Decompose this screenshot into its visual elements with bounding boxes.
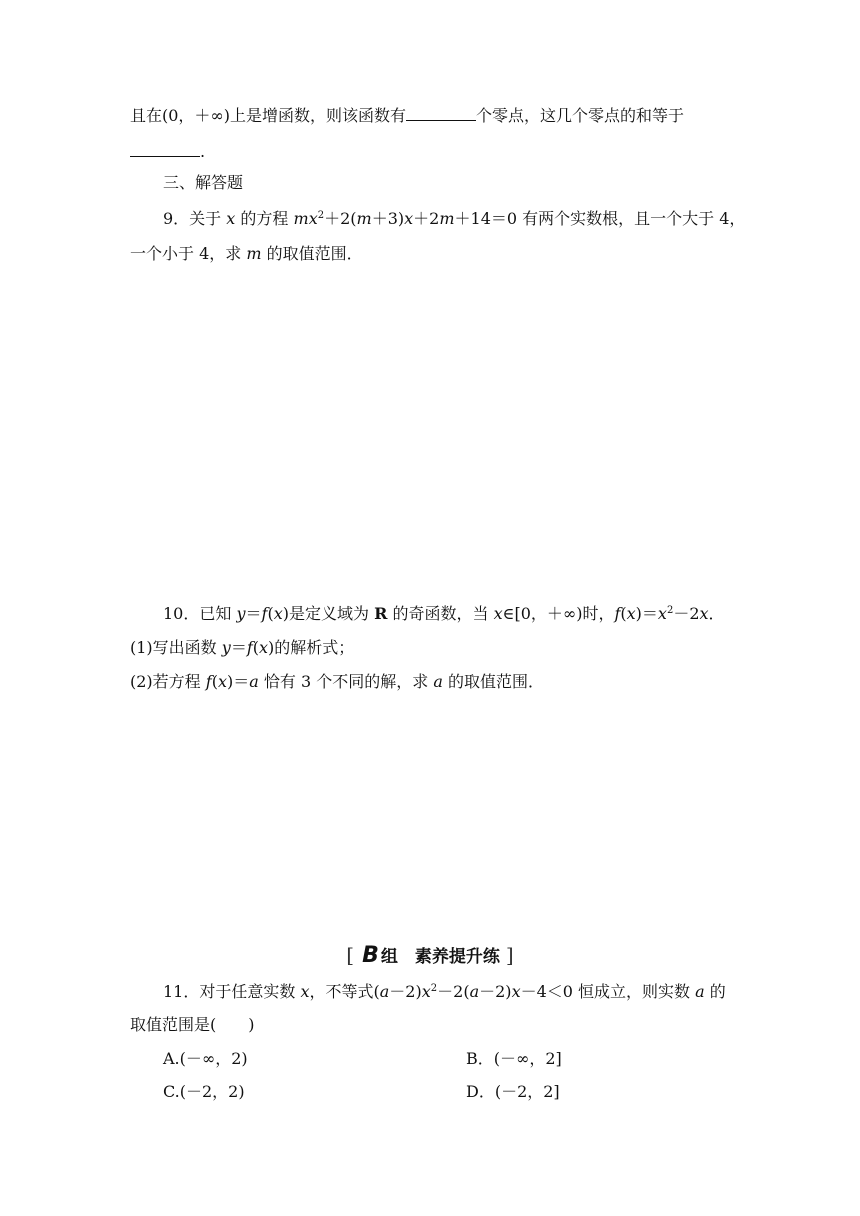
q8-text-a: 且在(0，＋∞)上是增函数，则该函数有: [130, 106, 406, 125]
q10-var: x: [626, 604, 636, 623]
q10-text: (2)若方程: [130, 672, 201, 691]
q10-text: (: [267, 604, 274, 623]
q9-text: 的取值范围．: [266, 244, 363, 263]
q11-text: 的: [709, 982, 726, 1001]
q11-option-a-label: A.(－∞，2): [163, 1049, 248, 1068]
q10-var: f: [614, 604, 621, 623]
q10-text: 的奇函数，当: [392, 604, 489, 623]
q9-var-x: x: [226, 209, 236, 228]
q8-text-b: 个零点，这几个零点的和等于: [476, 106, 685, 125]
q10-text: (1)写出函数: [130, 638, 217, 657]
q11-text: 11．对于任意实数: [163, 982, 296, 1001]
q9-var-m: m: [439, 209, 455, 228]
q10-var: x: [259, 638, 269, 657]
q10-text: ＝: [245, 604, 262, 623]
q10-text: )＝: [635, 604, 658, 623]
group-b-title: 组 素养提升练: [380, 947, 500, 967]
section-title-3: [163, 171, 243, 195]
group-b-header: [0, 942, 860, 968]
q10-exponent: 2: [666, 605, 674, 616]
q8-line2: [130, 140, 205, 164]
q8-blank-2: [130, 142, 200, 157]
q11-text: －2(: [437, 982, 470, 1001]
q10-var: x: [493, 604, 503, 623]
q10-text: )的解析式；: [268, 638, 355, 657]
q9-line1: [163, 207, 745, 231]
q10-text: ＝: [230, 638, 247, 657]
q9-exponent: 2: [317, 210, 325, 221]
q11-var: a: [469, 982, 480, 1001]
q11-line1: [163, 980, 726, 1004]
q10-var: f: [261, 604, 268, 623]
q11-var: x: [511, 982, 521, 1001]
q10-var: a: [249, 672, 259, 691]
q10-text: －2: [673, 604, 700, 623]
q10-text: ．: [708, 604, 725, 623]
q10-var: y: [236, 604, 246, 623]
q10-var: f: [246, 638, 253, 657]
q11-line2: [130, 1013, 255, 1037]
q11-option-b-label: B．(－∞，2]: [466, 1049, 562, 1068]
q8-line1: [130, 104, 684, 128]
q9-text: ＋2: [413, 209, 440, 228]
q11-var: a: [379, 982, 390, 1001]
q11-option-b[interactable]: [466, 1047, 562, 1071]
q10-var: x: [657, 604, 667, 623]
group-b-letter-badge: B: [362, 943, 379, 968]
q9-num: 9．关于: [163, 209, 222, 228]
q10-real-set: R: [374, 604, 388, 623]
q10-var: x: [217, 672, 227, 691]
q8-blank-1: [406, 106, 476, 121]
group-b-bracket-close: ]: [505, 943, 514, 967]
q11-option-a[interactable]: [163, 1047, 248, 1071]
q9-var-m: m: [356, 209, 372, 228]
q10-var: x: [273, 604, 283, 623]
q9-text: 的方程: [240, 209, 289, 228]
group-b-bracket-open: [: [346, 943, 355, 967]
q10-text: 恰有 3 个不同的解，求: [263, 672, 429, 691]
q9-var-x: x: [404, 209, 414, 228]
q11-text: ，不等式(: [309, 982, 380, 1001]
q11-var: x: [300, 982, 310, 1001]
q11-text: 取值范围是( ): [130, 1015, 255, 1034]
q11-var: x: [421, 982, 431, 1001]
q10-text: (: [620, 604, 627, 623]
q9-var-m: m: [246, 244, 262, 263]
q10-line1: [163, 602, 725, 626]
q10-text: (: [211, 672, 218, 691]
q9-text: ＋2(: [324, 209, 357, 228]
q10-var: y: [221, 638, 231, 657]
q10-part2: [130, 670, 544, 694]
q10-text: )是定义域为: [282, 604, 369, 623]
q11-option-c-label: C.(－2，2): [163, 1082, 245, 1101]
q11-exponent: 2: [430, 983, 438, 994]
q11-var: a: [695, 982, 705, 1001]
q10-text: 10．已知: [163, 604, 232, 623]
q9-var-mx: mx: [293, 209, 318, 228]
q10-text: )＝: [226, 672, 250, 691]
q9-text: 一个小于 4，求: [130, 244, 242, 263]
q9-line2: [130, 242, 363, 266]
q8-line2-end: .: [200, 142, 206, 161]
q10-text: ∈[0，＋∞)时，: [502, 604, 615, 623]
q10-var: x: [699, 604, 709, 623]
q11-text: －2): [389, 982, 422, 1001]
section-title-3-text: 三、解答题: [163, 173, 244, 192]
q11-text: －4＜0 恒成立，则实数: [520, 982, 691, 1001]
q10-text: 的取值范围．: [447, 672, 544, 691]
q10-var: f: [205, 672, 212, 691]
q11-text: －2): [479, 982, 512, 1001]
q10-part1: [130, 636, 354, 660]
q10-var: a: [433, 672, 443, 691]
q9-text: ＋14＝0 有两个实数根，且一个大于 4，: [454, 209, 746, 228]
q10-text: (: [252, 638, 259, 657]
q11-option-d[interactable]: [466, 1080, 560, 1104]
q11-option-c[interactable]: [163, 1080, 245, 1104]
q11-option-d-label: D．(－2，2]: [466, 1082, 560, 1101]
q9-text: ＋3): [371, 209, 405, 228]
